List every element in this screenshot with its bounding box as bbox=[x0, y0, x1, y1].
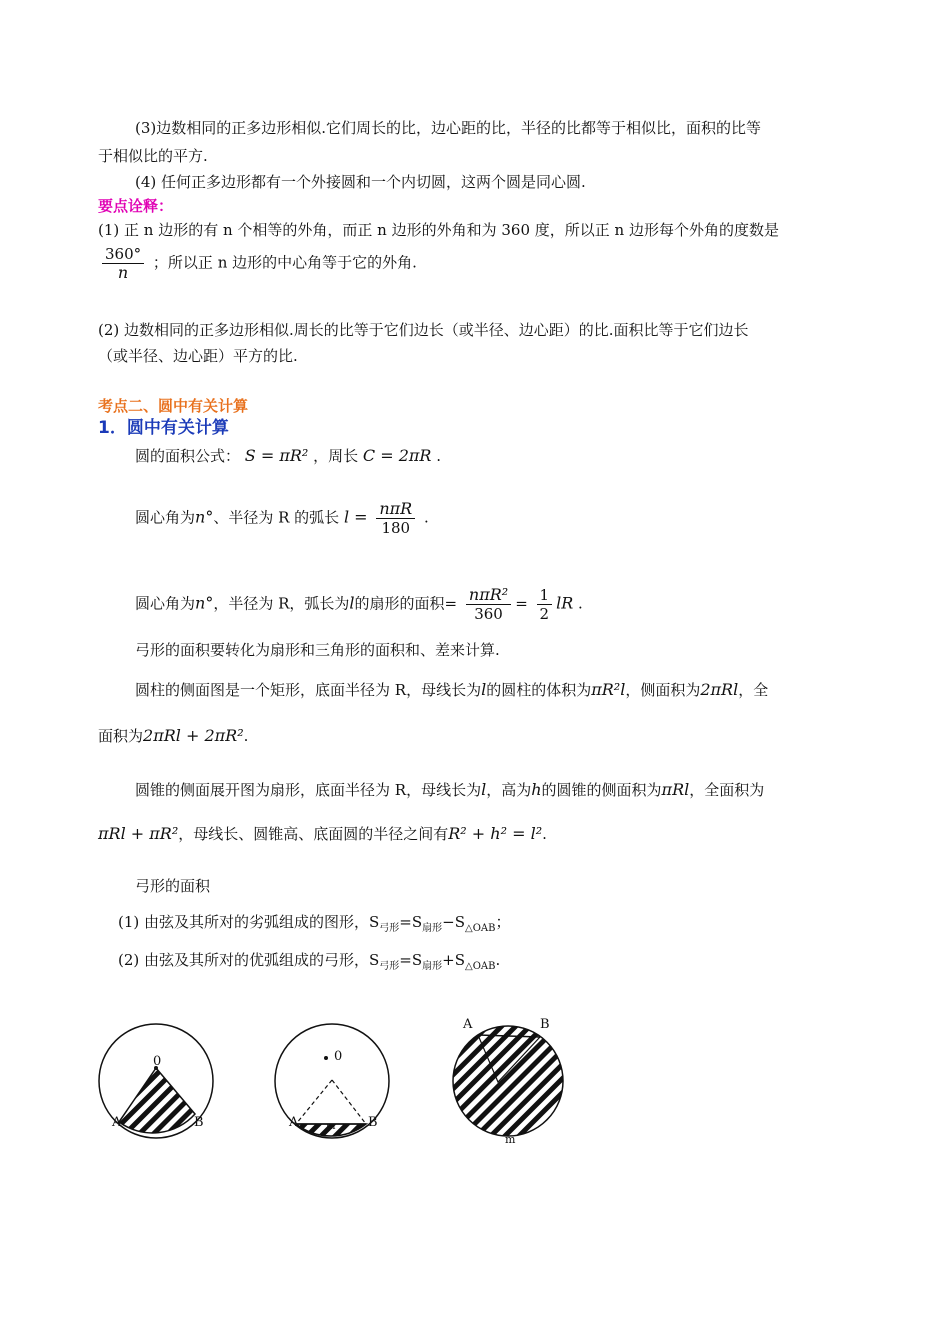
segment-area-title: 弓形的面积 bbox=[135, 877, 211, 895]
sector-lr: lR bbox=[556, 593, 574, 613]
sector-area-line bbox=[135, 586, 583, 623]
cone-line2a: ，母线长、圆锥高、底面圆的半径之间有 bbox=[178, 825, 449, 843]
arc-num: nπR bbox=[376, 500, 415, 519]
d3-label-a: A bbox=[463, 1017, 473, 1032]
sector-end: . bbox=[578, 594, 583, 613]
cyl-l: l bbox=[481, 680, 487, 699]
notes-heading: 要点诠释： bbox=[98, 197, 174, 215]
sector-num: nπR² bbox=[466, 586, 511, 605]
arc-prefix: 圆心角为 bbox=[135, 508, 196, 527]
arc-end: . bbox=[424, 508, 429, 527]
area-formula-line bbox=[135, 446, 441, 466]
cone-line1c: 的圆锥的侧面积为 bbox=[541, 781, 662, 799]
sector-prefix: 圆心角为 bbox=[135, 594, 196, 613]
cone-line1d: ，全面积为 bbox=[689, 781, 765, 799]
d3-label-m: m bbox=[505, 1133, 516, 1146]
item1-op: −S bbox=[442, 913, 466, 931]
arc-n: n° bbox=[195, 507, 214, 527]
d1-label-a: A bbox=[112, 1115, 122, 1130]
cyl-line2b: . bbox=[243, 727, 249, 745]
segment-area-item1 bbox=[118, 912, 511, 939]
d1-label-o: 0 bbox=[153, 1054, 162, 1069]
area-formula: S = πR² bbox=[244, 446, 309, 465]
segment-line: 弓形的面积要转化为扇形和三角形的面积和、差来计算. bbox=[135, 641, 500, 659]
cyl-line1c: ，侧面积为 bbox=[625, 681, 701, 699]
circumference-formula: C = 2πR bbox=[362, 446, 432, 465]
cylinder-line2 bbox=[98, 726, 248, 746]
arc-mid: 、半径为 R 的弧长 bbox=[213, 508, 340, 527]
cone-l: l bbox=[481, 780, 487, 799]
cyl-line1d: ，全 bbox=[738, 681, 769, 699]
cone-line1 bbox=[135, 780, 764, 800]
segment-area-item2 bbox=[118, 950, 500, 977]
d2-label-m: m bbox=[326, 1121, 336, 1132]
arc-length-line bbox=[135, 500, 429, 537]
note1-frac-num: 360° bbox=[102, 245, 144, 264]
note1-fraction bbox=[98, 245, 417, 282]
sector-half-den: 2 bbox=[539, 605, 550, 623]
cone-line1a: 圆锥的侧面展开图为扇形，底面半径为 R，母线长为 bbox=[135, 781, 482, 799]
item1-sub1: 弓形 bbox=[379, 923, 400, 934]
sub1-heading: 1．圆中有关计算 bbox=[98, 418, 229, 438]
section2-heading: 考点二、圆中有关计算 bbox=[98, 397, 249, 415]
area-end: . bbox=[436, 447, 442, 465]
area-prefix: 圆的面积公式： bbox=[135, 447, 241, 465]
para4: (4) 任何正多边形都有一个外接圆和一个内切圆，这两个圆是同心圆. bbox=[135, 173, 586, 191]
cyl-side: 2πRl bbox=[700, 680, 739, 699]
para3-line2: 于相似比的平方. bbox=[98, 147, 208, 165]
item2-op: +S bbox=[442, 951, 466, 969]
para3-line1: (3)边数相同的正多边形相似.它们周长的比，边心距的比，半径的比都等于相似比，面积的比等 bbox=[135, 119, 762, 137]
cyl-total: 2πRl + 2πR² bbox=[143, 726, 244, 745]
item1-end: ； bbox=[495, 913, 511, 931]
cone-total: πRl + πR² bbox=[98, 824, 179, 843]
cone-relation: R² + h² = l² bbox=[448, 824, 543, 843]
sector-half-num: 1 bbox=[537, 586, 553, 605]
sector-mid: ，半径为 R，弧长为 bbox=[213, 594, 350, 613]
cone-side: πRl bbox=[661, 780, 690, 799]
cyl-line1b: 的圆柱的体积为 bbox=[486, 681, 592, 699]
note1-line1: (1) 正 n 边形的有 n 个相等的外角，而正 n 边形的外角和为 360 度，所以正 n 边形每个外角的度数是 bbox=[98, 221, 779, 239]
note1-frac-den: n bbox=[117, 263, 129, 282]
item2-sub2: 扇形 bbox=[422, 961, 443, 972]
cyl-volume: πR²l bbox=[591, 680, 626, 699]
d2-label-o: 0 bbox=[334, 1049, 343, 1064]
cone-line2b: . bbox=[542, 825, 547, 843]
item1-sub2: 扇形 bbox=[422, 923, 443, 934]
item2-sub1: 弓形 bbox=[379, 961, 400, 972]
d2-label-b: B bbox=[368, 1115, 378, 1130]
sector-den: 360 bbox=[474, 605, 503, 623]
sector-eq: = bbox=[444, 594, 458, 613]
arc-den: 180 bbox=[381, 519, 411, 537]
note2-line2: （或半径、边心距）平方的比. bbox=[98, 347, 298, 365]
diagram-major-segment bbox=[453, 1026, 563, 1136]
item2-prefix: (2) 由弦及其所对的优弧组成的弓形，S bbox=[118, 951, 380, 969]
item1-mid: =S bbox=[399, 913, 423, 931]
note1-line2: ；所以正 n 边形的中心角等于它的外角. bbox=[152, 253, 417, 272]
note2-line1: (2) 边数相同的正多边形相似.周长的比等于它们边长（或半径、边心距）的比.面积比等于它们边长 bbox=[98, 321, 749, 339]
item2-end: . bbox=[495, 951, 501, 969]
cone-line1b: ，高为 bbox=[486, 781, 532, 799]
d2-label-a: A bbox=[289, 1115, 299, 1130]
sector-l: l bbox=[349, 593, 355, 613]
sector-mid2: 的扇形的面积 bbox=[354, 594, 445, 613]
cylinder-line1 bbox=[135, 680, 768, 700]
item2-mid: =S bbox=[399, 951, 423, 969]
cone-line2 bbox=[98, 824, 547, 844]
sector-eq2: = bbox=[515, 594, 528, 613]
item1-sub3: △OAB bbox=[465, 923, 496, 934]
area-mid: ，周长 bbox=[313, 447, 359, 465]
cone-h: h bbox=[531, 780, 542, 799]
cyl-line1a: 圆柱的侧面图是一个矩形，底面半径为 R，母线长为 bbox=[135, 681, 482, 699]
item2-sub3: △OAB bbox=[465, 961, 496, 972]
item1-prefix: (1) 由弦及其所对的劣弧组成的图形，S bbox=[118, 913, 380, 931]
arc-l: l = bbox=[343, 507, 368, 527]
cyl-line2a: 面积为 bbox=[98, 727, 144, 745]
d3-label-b: B bbox=[540, 1017, 550, 1032]
sector-n: n° bbox=[195, 593, 214, 613]
d1-label-b: B bbox=[194, 1115, 204, 1130]
